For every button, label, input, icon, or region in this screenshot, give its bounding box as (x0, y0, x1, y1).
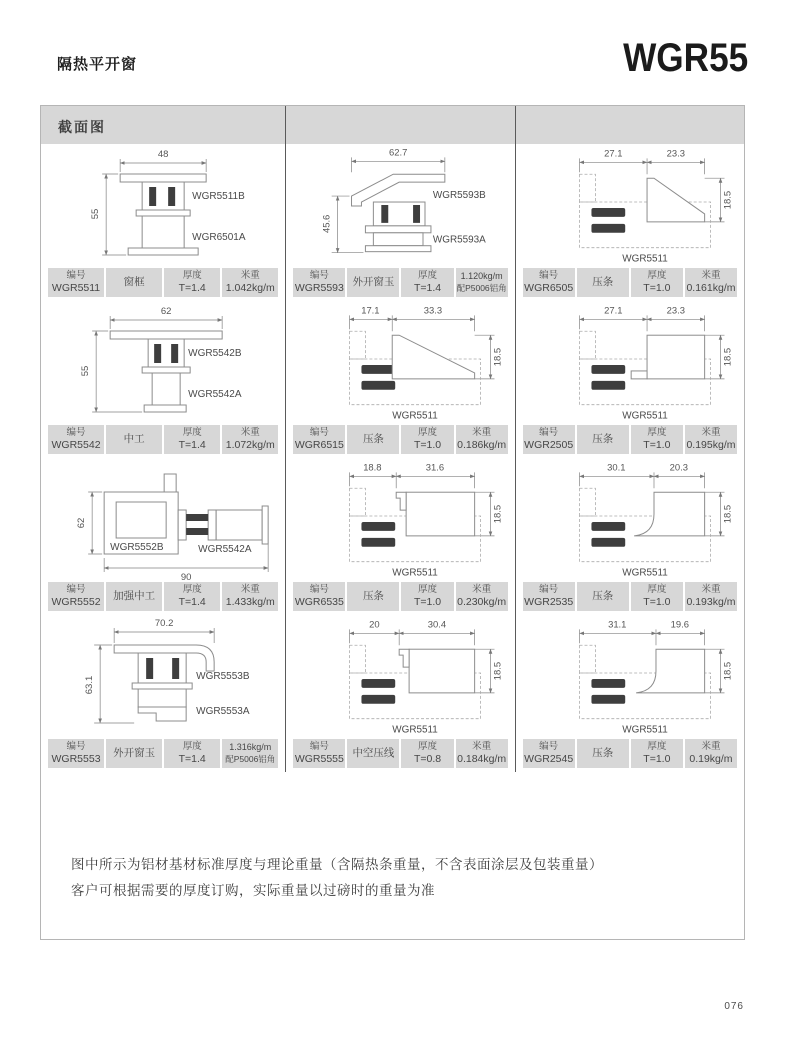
info-code-cell (48, 582, 104, 611)
dim-label: 27.1 (603, 304, 623, 316)
info-name-cell (106, 268, 162, 297)
thickness-value: T=1.4 (178, 281, 206, 294)
dim-label: 55 (90, 208, 102, 220)
info-thickness-cell (164, 582, 220, 611)
profile-drawing (41, 615, 285, 739)
code-value: WGR5542 (51, 438, 101, 451)
thermal-break-bars (591, 208, 625, 233)
thermal-break-bars (362, 365, 396, 390)
thickness-label: 厚度 (418, 269, 438, 281)
info-weight-cell (456, 582, 508, 611)
weight-label: 米重 (472, 740, 492, 752)
name-value: 窗框 (123, 275, 145, 288)
dim-label: 45.6 (320, 214, 332, 234)
profile-outline (393, 335, 475, 379)
profile-drawing (286, 458, 514, 582)
weight-value: 1.072kg/m (225, 438, 275, 451)
profile-cell-wgr2545 (515, 615, 744, 772)
name-value: 中空压线 (352, 746, 395, 759)
thickness-label: 厚度 (182, 583, 202, 595)
dim-label: 20.3 (669, 461, 688, 473)
profile-drawing (41, 458, 285, 582)
thickness-label: 厚度 (182, 426, 202, 438)
info-weight-cell (685, 739, 737, 768)
profile-info-row (48, 582, 278, 611)
code-label: 编号 (309, 740, 329, 752)
dim-label: 18.5 (491, 347, 503, 367)
code-value: WGR2535 (524, 595, 574, 608)
weight-label: 米重 (701, 269, 721, 281)
info-name-cell (347, 739, 399, 768)
dim-label: 18.5 (721, 661, 733, 681)
dim-label: 33.3 (424, 304, 443, 316)
profile-cell-wgr6505 (515, 144, 744, 301)
thickness-label: 厚度 (647, 583, 667, 595)
name-value: 压条 (592, 746, 614, 759)
footnote (41, 772, 744, 903)
dim-label: 18.5 (721, 504, 733, 524)
profile-drawing (286, 144, 514, 268)
info-weight-cell (456, 268, 508, 297)
part-label: WGR5553A (196, 706, 250, 717)
profile-outline (636, 649, 705, 693)
name-value: 压条 (362, 589, 384, 602)
name-value: 压条 (592, 589, 614, 602)
thickness-label: 厚度 (418, 740, 438, 752)
weight-value: 0.19kg/m (689, 752, 733, 765)
thickness-value: T=1.4 (413, 281, 442, 294)
thermal-break-bars (186, 514, 208, 535)
info-code-cell (523, 268, 575, 297)
profile-info-row (523, 739, 737, 768)
code-label: 编号 (309, 583, 329, 595)
thermal-break-bars (362, 679, 396, 704)
weight-value: 0.230kg/m (457, 595, 507, 608)
info-code-cell (293, 739, 345, 768)
dim-label: 30.1 (606, 461, 626, 473)
profile-cell-wgr5553 (41, 615, 285, 772)
code-value: WGR6535 (294, 595, 344, 608)
profile-drawing (286, 301, 514, 425)
weight-label: 米重 (701, 740, 721, 752)
weight-label: 米重 (472, 583, 492, 595)
profile-drawing (516, 615, 744, 739)
info-code-cell (523, 739, 575, 768)
name-value: 压条 (362, 432, 384, 445)
thickness-label: 厚度 (418, 583, 438, 595)
weight-note: 配P5006铝角 (456, 282, 507, 293)
weight-label: 米重 (701, 426, 721, 438)
info-thickness-cell (631, 268, 683, 297)
weight-label: 米重 (240, 583, 260, 595)
part-label: WGR5511 (392, 724, 439, 736)
info-code-cell (523, 582, 575, 611)
part-label: WGR6501A (192, 232, 246, 243)
info-name-cell (577, 582, 629, 611)
dim-label: 63.1 (84, 675, 96, 695)
thickness-value: T=1.4 (178, 595, 206, 608)
dim-label: 18.5 (491, 661, 503, 681)
code-label: 编号 (539, 269, 559, 281)
name-value: 压条 (592, 275, 614, 288)
section-table (40, 105, 745, 940)
dim-label: 18.5 (721, 190, 733, 210)
part-label: WGR5511 (621, 410, 668, 422)
part-label: WGR5511 (392, 410, 439, 422)
part-label: WGR5511 (621, 724, 668, 736)
info-weight-cell (685, 425, 737, 454)
thickness-value: T=1.0 (643, 281, 671, 294)
code-value: WGR6515 (294, 438, 344, 451)
info-code-cell (293, 425, 345, 454)
code-value: WGR5555 (294, 752, 344, 765)
info-thickness-cell (164, 268, 220, 297)
thickness-value: T=1.0 (643, 438, 671, 451)
dim-label: 55 (80, 365, 92, 377)
info-weight-cell (456, 425, 508, 454)
thermal-break-bars (591, 522, 625, 547)
thickness-label: 厚度 (647, 426, 667, 438)
weight-value: 1.042kg/m (225, 281, 275, 294)
thermal-break-bars (591, 365, 625, 390)
thickness-value: T=0.8 (413, 752, 442, 765)
code-label: 编号 (66, 269, 86, 281)
name-value: 中工 (123, 432, 145, 445)
code-value: WGR5593 (294, 281, 344, 294)
info-thickness-cell (631, 425, 683, 454)
code-value: WGR5552 (51, 595, 101, 608)
info-code-cell (48, 739, 104, 768)
dim-label: 18.5 (491, 504, 503, 524)
info-code-cell (48, 268, 104, 297)
dim-label: 62 (160, 306, 172, 317)
info-thickness-cell (401, 425, 453, 454)
profile-info-row (293, 739, 507, 768)
profile-outline (399, 649, 474, 693)
profile-info-row (523, 425, 737, 454)
dim-label: 27.1 (603, 147, 623, 159)
info-thickness-cell (631, 739, 683, 768)
profile-cell-wgr5511 (41, 144, 285, 301)
dim-label: 62.7 (389, 146, 408, 158)
page-number: 076 (724, 1001, 744, 1012)
code-label: 编号 (539, 740, 559, 752)
table-row (41, 144, 744, 301)
dim-label: 20 (369, 618, 380, 630)
weight-value: 1.433kg/m (225, 595, 275, 608)
thermal-break-bars (591, 679, 625, 704)
profile-cell-wgr2505 (515, 301, 744, 458)
name-value: 加强中工 (113, 589, 156, 602)
code-label: 编号 (66, 426, 86, 438)
dim-label: 30.4 (428, 618, 447, 630)
dim-label: 18.8 (363, 461, 382, 473)
name-value: 外开窗玉 (113, 746, 156, 759)
thickness-value: T=1.0 (413, 595, 442, 608)
info-weight-cell (456, 739, 508, 768)
part-label: WGR5511B (192, 191, 245, 202)
profile-cell-wgr6535 (285, 458, 514, 615)
thickness-value: T=1.4 (178, 752, 206, 765)
info-thickness-cell (164, 739, 220, 768)
table-row (41, 301, 744, 458)
profile-info-row (293, 425, 507, 454)
model-title: WGR55 (622, 36, 748, 80)
part-label: WGR5542B (188, 348, 242, 359)
profile-cell-wgr2535 (515, 458, 744, 615)
weight-value: 1.316kg/m (229, 742, 272, 753)
profile-info-row (293, 582, 507, 611)
name-value: 外开窗玉 (352, 275, 395, 288)
weight-value: 0.161kg/m (686, 281, 736, 294)
part-label: WGR5552B (110, 542, 164, 553)
weight-value: 0.184kg/m (457, 752, 507, 765)
info-code-cell (293, 268, 345, 297)
info-name-cell (106, 425, 162, 454)
weight-label: 米重 (701, 583, 721, 595)
table-row (41, 615, 744, 772)
part-label: WGR5511 (621, 253, 668, 265)
code-label: 编号 (539, 426, 559, 438)
code-value: WGR2545 (524, 752, 574, 765)
info-weight-cell (685, 268, 737, 297)
profile-drawing (516, 144, 744, 268)
part-label: WGR5593B (433, 190, 487, 202)
weight-label: 米重 (240, 426, 260, 438)
profile-outline (396, 492, 474, 536)
header-spacer (285, 106, 514, 144)
info-name-cell (577, 425, 629, 454)
info-code-cell (293, 582, 345, 611)
profile-outline (647, 178, 705, 222)
section-title: 截面图 (58, 119, 106, 135)
profile-outline (634, 492, 704, 536)
info-thickness-cell (401, 268, 453, 297)
table-header-row (41, 106, 744, 144)
profile-cell-wgr5552 (41, 458, 285, 615)
dim-label: 23.3 (666, 304, 685, 316)
profile-info-row (523, 582, 737, 611)
part-label: WGR5593A (433, 234, 487, 246)
thickness-value: T=1.0 (643, 752, 671, 765)
dim-label: 31.1 (607, 618, 627, 630)
profile-cell-wgr5542 (41, 301, 285, 458)
weight-value: 1.120kg/m (460, 271, 503, 282)
weight-value: 0.195kg/m (686, 438, 736, 451)
profile-drawing (516, 301, 744, 425)
weight-note: 配P5006铝角 (225, 753, 276, 764)
code-value: WGR5553 (51, 752, 101, 765)
profile-cell-wgr5593 (285, 144, 514, 301)
profile-outline (352, 174, 445, 251)
dim-label: 19.6 (670, 618, 689, 630)
info-name-cell (347, 425, 399, 454)
dim-label: 48 (157, 149, 169, 160)
info-weight-cell (222, 582, 278, 611)
thermal-break-bars (362, 522, 396, 547)
footnote-line-2: 客户可根据需要的厚度订购，实际重量以过磅时的重量为准 (71, 882, 435, 898)
profile-info-row (293, 268, 507, 297)
dim-label: 18.5 (721, 347, 733, 367)
profile-info-row (48, 425, 278, 454)
weight-value: 0.193kg/m (686, 595, 736, 608)
thickness-label: 厚度 (182, 740, 202, 752)
code-label: 编号 (66, 740, 86, 752)
table-row (41, 458, 744, 615)
thickness-label: 厚度 (647, 269, 667, 281)
profile-drawing (516, 458, 744, 582)
profile-outline (631, 335, 704, 379)
dim-label: 23.3 (666, 147, 685, 159)
profile-cell-wgr5555 (285, 615, 514, 772)
info-thickness-cell (164, 425, 220, 454)
profile-info-row (48, 739, 278, 768)
thickness-value: T=1.0 (413, 438, 442, 451)
code-value: WGR2505 (524, 438, 574, 451)
info-name-cell (577, 268, 629, 297)
thickness-value: T=1.0 (643, 595, 671, 608)
weight-value: 0.186kg/m (457, 438, 507, 451)
dim-label: 70.2 (154, 618, 174, 629)
info-weight-cell (222, 739, 278, 768)
info-weight-cell (685, 582, 737, 611)
thickness-label: 厚度 (418, 426, 438, 438)
dim-label: 17.1 (361, 304, 380, 316)
code-label: 编号 (309, 426, 329, 438)
info-weight-cell (222, 268, 278, 297)
info-code-cell (523, 425, 575, 454)
profile-drawing (41, 301, 285, 425)
info-thickness-cell (401, 739, 453, 768)
part-label: WGR5542A (188, 389, 242, 400)
dim-label: 90 (180, 572, 192, 582)
code-value: WGR5511 (51, 281, 101, 294)
part-label: WGR5542A (198, 544, 252, 555)
profile-info-row (523, 268, 737, 297)
profile-cell-wgr6515 (285, 301, 514, 458)
thickness-label: 厚度 (647, 740, 667, 752)
part-label: WGR5511 (621, 567, 668, 579)
info-thickness-cell (631, 582, 683, 611)
code-label: 编号 (539, 583, 559, 595)
profile-drawing (286, 615, 514, 739)
code-label: 编号 (66, 583, 86, 595)
info-name-cell (347, 268, 399, 297)
weight-label: 米重 (240, 269, 260, 281)
footnote-line-1: 图中所示为铝材基材标准厚度与理论重量（含隔热条重量，不含表面涂层及包装重量） (71, 857, 603, 872)
info-weight-cell (222, 425, 278, 454)
profile-info-row (48, 268, 278, 297)
thickness-label: 厚度 (182, 269, 202, 281)
weight-label: 米重 (472, 426, 492, 438)
info-name-cell (106, 582, 162, 611)
code-label: 编号 (309, 269, 329, 281)
part-label: WGR5511 (392, 567, 439, 579)
part-label: WGR5553B (196, 671, 250, 682)
info-code-cell (48, 425, 104, 454)
thickness-value: T=1.4 (178, 438, 206, 451)
name-value: 压条 (592, 432, 614, 445)
header-spacer (515, 106, 744, 144)
info-name-cell (577, 739, 629, 768)
profile-drawing (41, 144, 285, 268)
info-name-cell (347, 582, 399, 611)
dim-label: 62 (76, 517, 88, 529)
info-thickness-cell (401, 582, 453, 611)
category-title: 隔热平开窗 (57, 56, 138, 73)
code-value: WGR6505 (524, 281, 574, 294)
dim-label: 31.6 (426, 461, 445, 473)
info-name-cell (106, 739, 162, 768)
